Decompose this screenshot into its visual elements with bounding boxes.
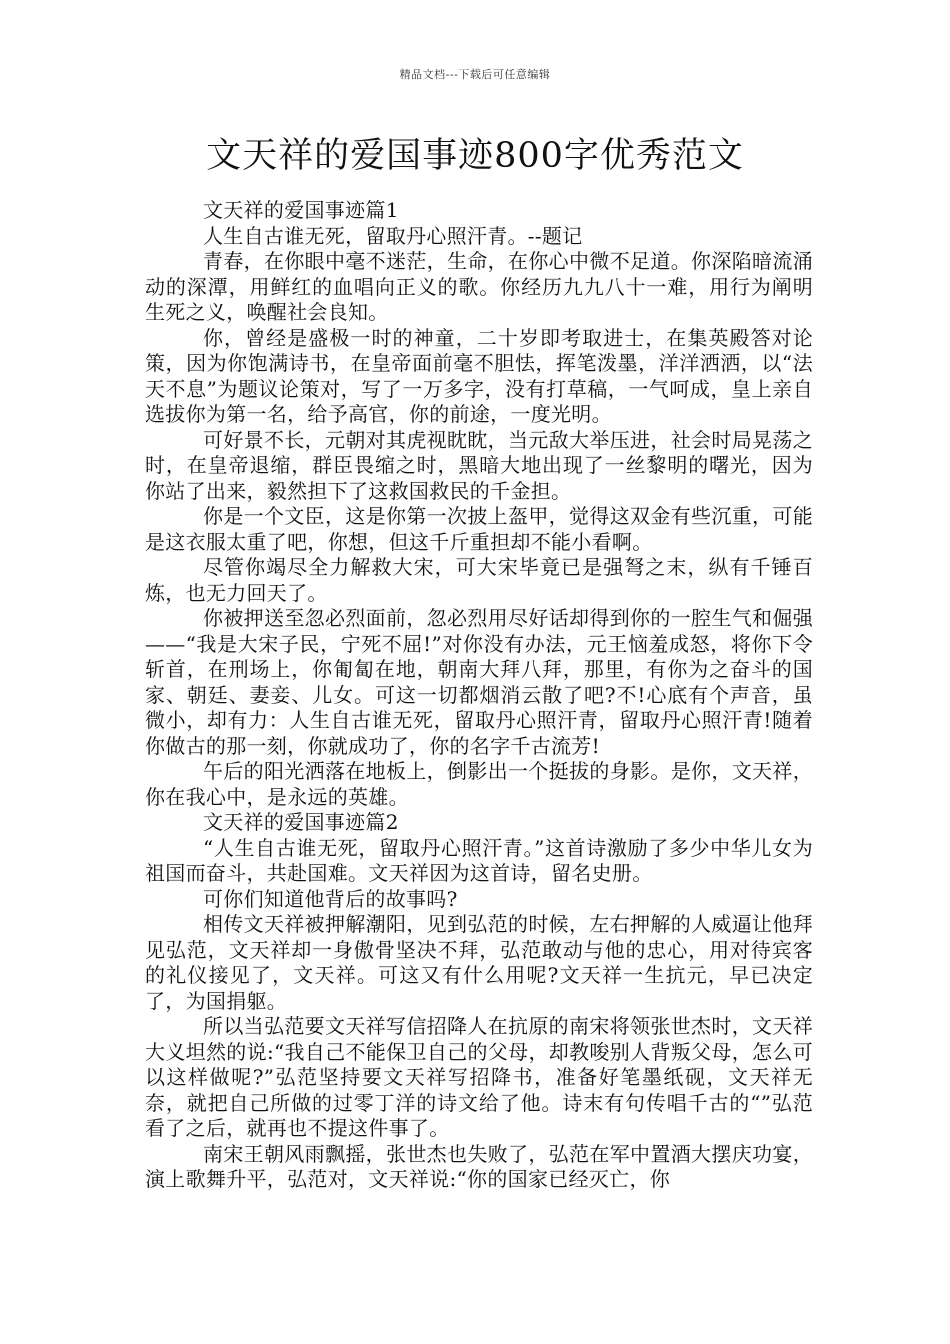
section-heading-2: 文天祥的爱国事迹篇2 (203, 810, 399, 834)
document-body (145, 198, 813, 1193)
paragraph: 所以当弘范要文天祥写信招降人在抗原的南宋将领张世杰时，文天祥大义坦然的说:“我自己不能保卫自己的父母，却教唆别人背叛父母，怎么可以这样做呢?”弘范坚持要文天祥写招降书，准备好笔墨纸砚，文天祥无奈，就把自己所做的过零丁洋的诗文给了他。诗末有句传唱千古的“”弘范看了之后，就再也不提这件事了。 (145, 1014, 813, 1140)
paragraph: 可你们知道他背后的故事吗? (203, 886, 458, 911)
paragraph: 你是一个文臣，这是你第一次披上盔甲，觉得这双金有些沉重，可能是这衣服太重了吧，你想，但这千斤重担却不能小看啊。 (145, 504, 813, 554)
paragraph: 南宋王朝风雨飘摇，张世杰也失败了，弘范在军中置酒大摆庆功宴，演上歌舞升平，弘范对，文天祥说:“你的国家已经灭亡，你 (145, 1141, 813, 1191)
document-title: 文天祥的爱国事迹800字优秀范文 (206, 136, 744, 176)
paragraph: “人生自古谁无死，留取丹心照汗青。”这首诗激励了多少中华儿女为祖国而奋斗，共赴国难。文天祥因为这首诗，留名史册。 (145, 835, 813, 885)
paragraph: 午后的阳光洒落在地板上，倒影出一个挺拔的身影。是你，文天祥，你在我心中，是永远的英雄。 (145, 759, 813, 809)
paragraph: 尽管你竭尽全力解救大宋，可大宋毕竟已是强弩之末，纵有千锤百炼，也无力回天了。 (145, 555, 813, 605)
paragraph: 相传文天祥被押解潮阳，见到弘范的时候，左右押解的人威逼让他拜见弘范，文天祥却一身傲骨坚决不拜，弘范敢动与他的忠心，用对待宾客的礼仪接见了，文天祥。可这又有什么用呢?文天祥一生抗元，早已决定了，为国捐躯。 (145, 912, 813, 1013)
paragraph: 可好景不长，元朝对其虎视眈眈，当元敌大举压进，社会时局晃荡之时，在皇帝退缩，群臣畏缩之时，黑暗大地出现了一丝黎明的曙光，因为你站了出来，毅然担下了这救国救民的千金担。 (145, 427, 813, 503)
page-header-note: 精品文档---下载后可任意编辑 (399, 68, 551, 81)
paragraph: 青春，在你眼中毫不迷茫，生命，在你心中微不足道。你深陷暗流涌动的深潭，用鲜红的血唱向正义的歌。你经历九九八十一难，用行为阐明生死之义，唤醒社会良知。 (145, 249, 813, 324)
section-heading-1: 文天祥的爱国事迹篇1 (203, 198, 399, 222)
paragraph: 你被押送至忽必烈面前，忽必烈用尽好话却得到你的一腔生气和倔强——“我是大宋子民，宁死不屈!”对你没有办法，元王恼羞成怒，将你下令斩首，在刑场上，你匍匐在地，朝南大拜八拜，那里，有你为之奋斗的国家、朝廷、妻妾、儿女。可这一切都烟消云散了吧?不!心底有个声音，虽微小，却有力：人生自古谁无死，留取丹心照汗青，留取丹心照汗青!随着你做古的那一刻，你就成功了，你的名字千古流芳! (145, 606, 813, 758)
epigraph: 人生自古谁无死，留取丹心照汗青。--题记 (203, 223, 583, 248)
paragraph: 你，曾经是盛极一时的神童，二十岁即考取进士，在集英殿答对论策，因为你饱满诗书，在皇帝面前毫不胆怯，挥笔泼墨，洋洋洒洒，以“法天不息”为题议论策对，写了一万多字，没有打草稿，一气呵成，皇上亲自选拔你为第一名，给予高官，你的前途，一度光明。 (145, 325, 813, 426)
